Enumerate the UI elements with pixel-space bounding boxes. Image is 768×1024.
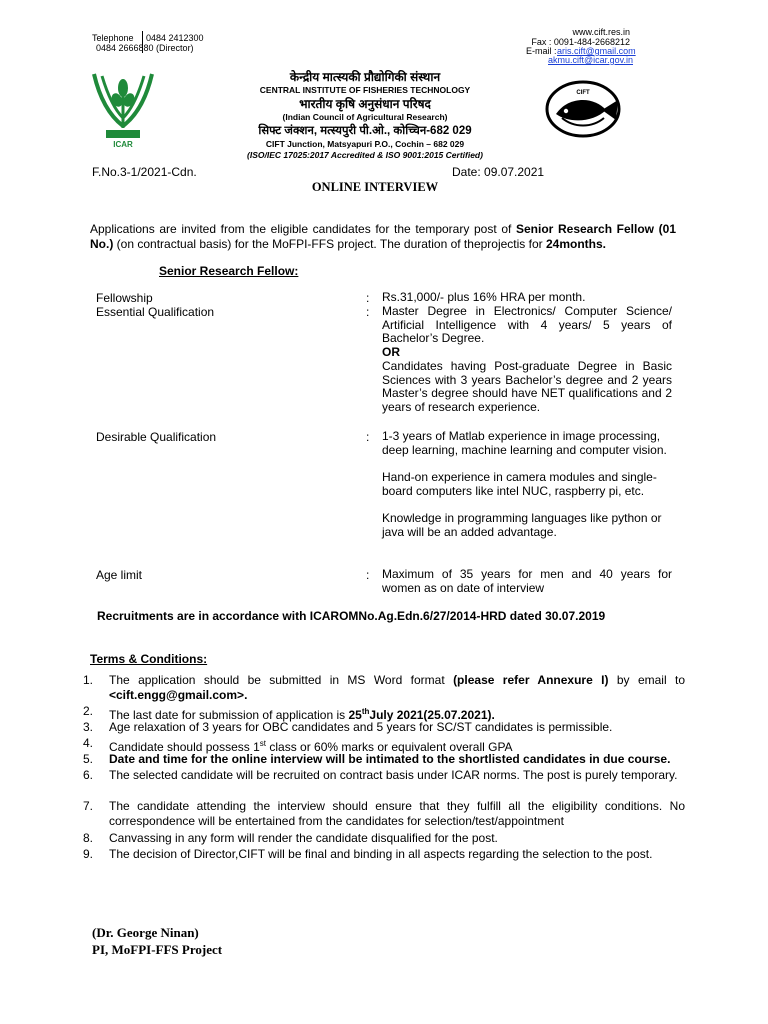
email-label: E-mail :: [526, 46, 557, 56]
essential-qualification-value: Master Degree in Electronics/ Computer Science/ Artificial Intelligence with 4 years/ 5 years of Bachelor’s Degree. OR Candidates having Post-graduate Degree in Basic Sciences with 3 years Bachelor’s degree and 2 years Master’s degree should have NET qualifications and 2 years of research experience.: [382, 304, 672, 414]
website: www.cift.res.in: [572, 27, 630, 37]
address: CIFT Junction, Matsyapuri P.O., Cochin – 682 029: [265, 139, 465, 149]
document-date: Date: 09.07.2021: [452, 165, 545, 179]
fellowship-value: Rs.31,000/- plus 16% HRA per month.: [382, 290, 586, 304]
colon: :: [366, 430, 370, 444]
signatory-title: PI, MoFPI-FFS Project: [92, 942, 223, 957]
age-limit-value: Maximum of 35 years for men and 40 years for women as on date of interview: [382, 567, 672, 595]
section-title: Senior Research Fellow:: [159, 264, 299, 278]
colon: :: [366, 305, 370, 319]
essential-qualification-label: Essential Qualification: [96, 305, 215, 319]
icar-logo-icon: [88, 66, 158, 150]
fellowship-label: Fellowship: [96, 291, 153, 305]
email-address: <cift.engg@gmail.com>.: [109, 688, 248, 702]
terms-title: Terms & Conditions:: [90, 652, 208, 666]
telephone-label: Telephone: [92, 33, 134, 43]
signatory-name: (Dr. George Ninan): [92, 925, 199, 940]
fax-number: Fax : 0091-484-2668212: [531, 37, 630, 47]
terms-list: 1. The application should be submitted in MS Word format (please refer Annexure I) by email to <cift.engg@gmail.com>. 2. The last date for submission of application is 25thJuly 2021(25.07.2021). 3. Age relaxation of 3 years for OBC candidates and 5 years for SC/ST candidates is permissible. 4. Candidate should possess 1st class or 60% marks or equivalent overall GPA 5. Date and time for the online interview will be intimated to the shortlisted candidates in due course. 6. The selected candidate will be recruited on contract basis under ICAR norms. The post is purely temporary. 7. The candidate attending the interview should ensure that they fulfill all the eligibility conditions. No correspondence will be entertained from the candidates for selection/test/appointment 8. Canvassing in any form will render the candidate disqualified for the post. 9. The decision of Director,CIFT will be final and binding in all aspects regarding the selection to the post.: [83, 673, 686, 861]
email-link-1[interactable]: aris.cift@gmail.com: [557, 46, 636, 56]
svg-text:ICAR: ICAR: [113, 140, 133, 149]
certification: (ISO/IEC 17025:2017 Accredited & ISO 9001:2015 Certified): [247, 150, 483, 160]
colon: :: [366, 568, 370, 582]
email-link-2[interactable]: akmu.cift@icar.gov.in: [548, 55, 633, 65]
desirable-qualification-label: Desirable Qualification: [96, 430, 217, 444]
director-phone: 0484 2666880 (Director): [96, 43, 194, 53]
desirable-qualification-value: 1-3 years of Matlab experience in image processing, deep learning, machine learning and computer vision. Hand-on experience in camera modules and single-board computers like intel NUC, raspberry pi, etc. Knowledge in programming languages like python or java will be an added advantage.: [382, 429, 667, 539]
council-hindi: भारतीय कृषि अनुसंधान परिषद: [299, 97, 431, 111]
svg-text:CIFT: CIFT: [576, 90, 590, 96]
council-name: (Indian Council of Agricultural Research): [282, 112, 448, 122]
page-title: ONLINE INTERVIEW: [311, 180, 439, 194]
file-number: F.No.3-1/2021-Cdn.: [92, 165, 197, 179]
recruitment-note: Recruitments are in accordance with ICAROMNo.Ag.Edn.6/27/2014-HRD dated 30.07.2019: [97, 609, 606, 623]
address-hindi: सिफ्ट जंक्शन, मत्स्यपुरी पी.ओ., कोच्चिन-682 029: [258, 125, 472, 137]
intro-paragraph: Applications are invited from the eligible candidates for the temporary post of Senior Research Fellow (01 No.) (on contractual basis) for the MoFPI-FFS project. The duration of theprojectis for 24months.: [90, 222, 676, 251]
institute-name: CENTRAL INSTITUTE OF FISHERIES TECHNOLOGY: [259, 85, 471, 95]
phone-number: 0484 2412300: [146, 33, 204, 43]
age-limit-label: Age limit: [96, 568, 143, 582]
colon: :: [366, 291, 370, 305]
institute-hindi: केन्द्रीय मात्स्यकी प्रौद्योगिकी संस्थान: [289, 70, 441, 84]
